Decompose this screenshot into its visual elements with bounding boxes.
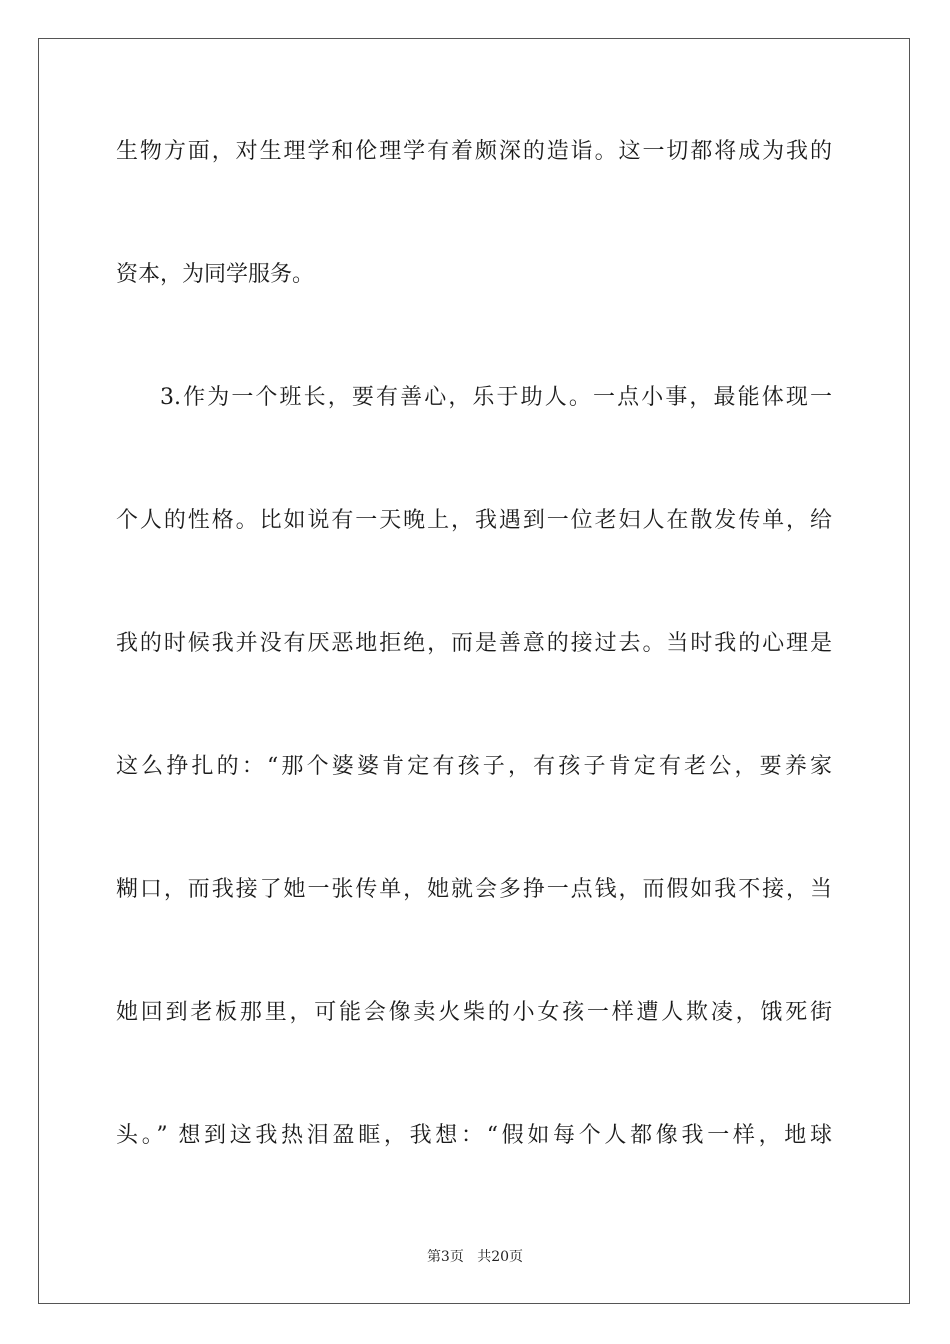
page-number: 第3页 (426, 1249, 464, 1265)
page-border (38, 38, 910, 1304)
paragraph-line: 资本，为同学服务。 (116, 262, 315, 287)
paragraph-line: 头。” 想到这我热泪盈眶，我想：“假如每个人都像我一样，地球 (116, 1123, 832, 1148)
paragraph-line: 她回到老板那里，可能会像卖火柴的小女孩一样遭人欺凌，饿死街 (116, 1000, 832, 1025)
page-total: 共20页 (477, 1249, 524, 1265)
paragraph-line: 3.作为一个班长，要有善心，乐于助人。一点小事，最能体现一 (160, 385, 832, 410)
paragraph-line: 个人的性格。比如说有一天晚上，我遇到一位老妇人在散发传单，给 (116, 508, 832, 533)
paragraph-line: 生物方面，对生理学和伦理学有着颇深的造诣。这一切都将成为我的 (116, 139, 832, 164)
paragraph-line: 我的时候我并没有厌恶地拒绝，而是善意的接过去。当时我的心理是 (116, 631, 832, 656)
paragraph-line: 这么挣扎的：“那个婆婆肯定有孩子，有孩子肯定有老公，要养家 (116, 754, 832, 779)
page-footer (0, 1248, 950, 1266)
paragraph-line: 糊口，而我接了她一张传单，她就会多挣一点钱，而假如我不接，当 (116, 877, 832, 902)
